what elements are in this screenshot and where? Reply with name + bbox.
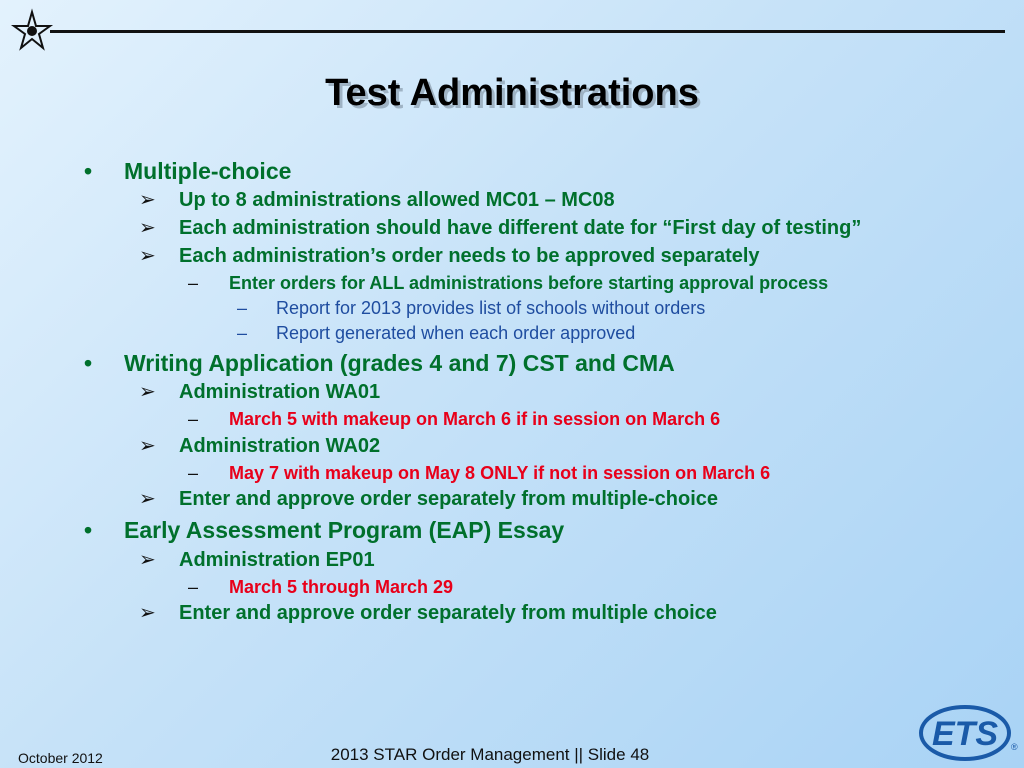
list-item-text: Enter orders for ALL administrations before starting approval process — [229, 273, 829, 294]
star-emblem-icon — [12, 10, 52, 50]
bullet-marker: • — [84, 158, 93, 184]
list-item — [0, 463, 1024, 484]
list-item — [0, 245, 1024, 268]
list-item — [0, 549, 1024, 572]
list-item — [0, 217, 1024, 240]
list-item-text: Administration EP01 — [179, 548, 375, 571]
list-item-text: March 5 through March 29 — [229, 576, 454, 597]
list-item-text: Report generated when each order approved — [276, 322, 636, 343]
list-item — [0, 577, 1024, 598]
list-item-text: Enter and approve order separately from multiple-choice — [179, 488, 719, 511]
list-item-text: Administration WA02 — [179, 434, 381, 457]
dash-marker: – — [188, 462, 199, 483]
list-item — [0, 435, 1024, 458]
list-item — [0, 350, 1024, 376]
list-item — [0, 602, 1024, 625]
list-item-text: Administration WA01 — [179, 380, 381, 403]
arrow-bullet-icon: ➢ — [139, 189, 156, 212]
list-item — [0, 273, 1024, 294]
list-item-text: Multiple-choice — [124, 158, 292, 184]
list-item — [0, 323, 1024, 344]
list-item-text: Writing Application (grades 4 and 7) CST and CMA — [124, 349, 675, 376]
arrow-bullet-icon: ➢ — [139, 380, 156, 403]
list-item-text: March 5 with makeup on March 6 if in session on March 6 — [229, 408, 721, 429]
arrow-bullet-icon: ➢ — [139, 548, 156, 571]
dash-marker: – — [188, 576, 199, 597]
list-item-text: Early Assessment Program (EAP) Essay — [124, 517, 565, 544]
dash-marker: – — [237, 298, 248, 319]
arrow-bullet-icon: ➢ — [139, 488, 156, 511]
list-item-text: Up to 8 administrations allowed MC01 – MC08 — [179, 189, 615, 212]
list-item-text: Each administration should have different date for “First day of testing” — [179, 217, 862, 240]
header-rule — [50, 30, 1005, 33]
dash-marker: – — [237, 322, 248, 343]
list-item-text: Report for 2013 provides list of schools without orders — [276, 298, 706, 319]
list-item — [0, 189, 1024, 212]
list-item-text: May 7 with makeup on May 8 ONLY if not in session on March 6 — [229, 462, 771, 483]
arrow-bullet-icon: ➢ — [139, 245, 156, 268]
slide-title: Test Administrations — [325, 72, 699, 114]
ets-logo-registered: ® — [1011, 742, 1018, 752]
dash-marker: – — [188, 273, 199, 294]
list-item — [0, 381, 1024, 404]
list-item — [0, 409, 1024, 430]
list-item — [0, 158, 1024, 184]
arrow-bullet-icon: ➢ — [139, 217, 156, 240]
list-item-text: Each administration’s order needs to be approved separately — [179, 245, 760, 268]
dash-marker: – — [188, 408, 199, 429]
bullet-list — [0, 152, 1024, 625]
list-item — [0, 298, 1024, 319]
ets-logo-text: ETS — [931, 715, 999, 753]
footer-date: October 2012 — [18, 750, 103, 766]
list-item-text: Enter and approve order separately from multiple choice — [179, 602, 717, 625]
bullet-marker: • — [84, 349, 93, 376]
list-item — [0, 517, 1024, 543]
arrow-bullet-icon: ➢ — [139, 602, 156, 625]
footer-slide-info: 2013 STAR Order Management || Slide 48 — [330, 745, 650, 764]
ets-logo — [918, 700, 1016, 762]
arrow-bullet-icon: ➢ — [139, 434, 156, 457]
list-item — [0, 488, 1024, 511]
bullet-marker: • — [84, 517, 93, 544]
